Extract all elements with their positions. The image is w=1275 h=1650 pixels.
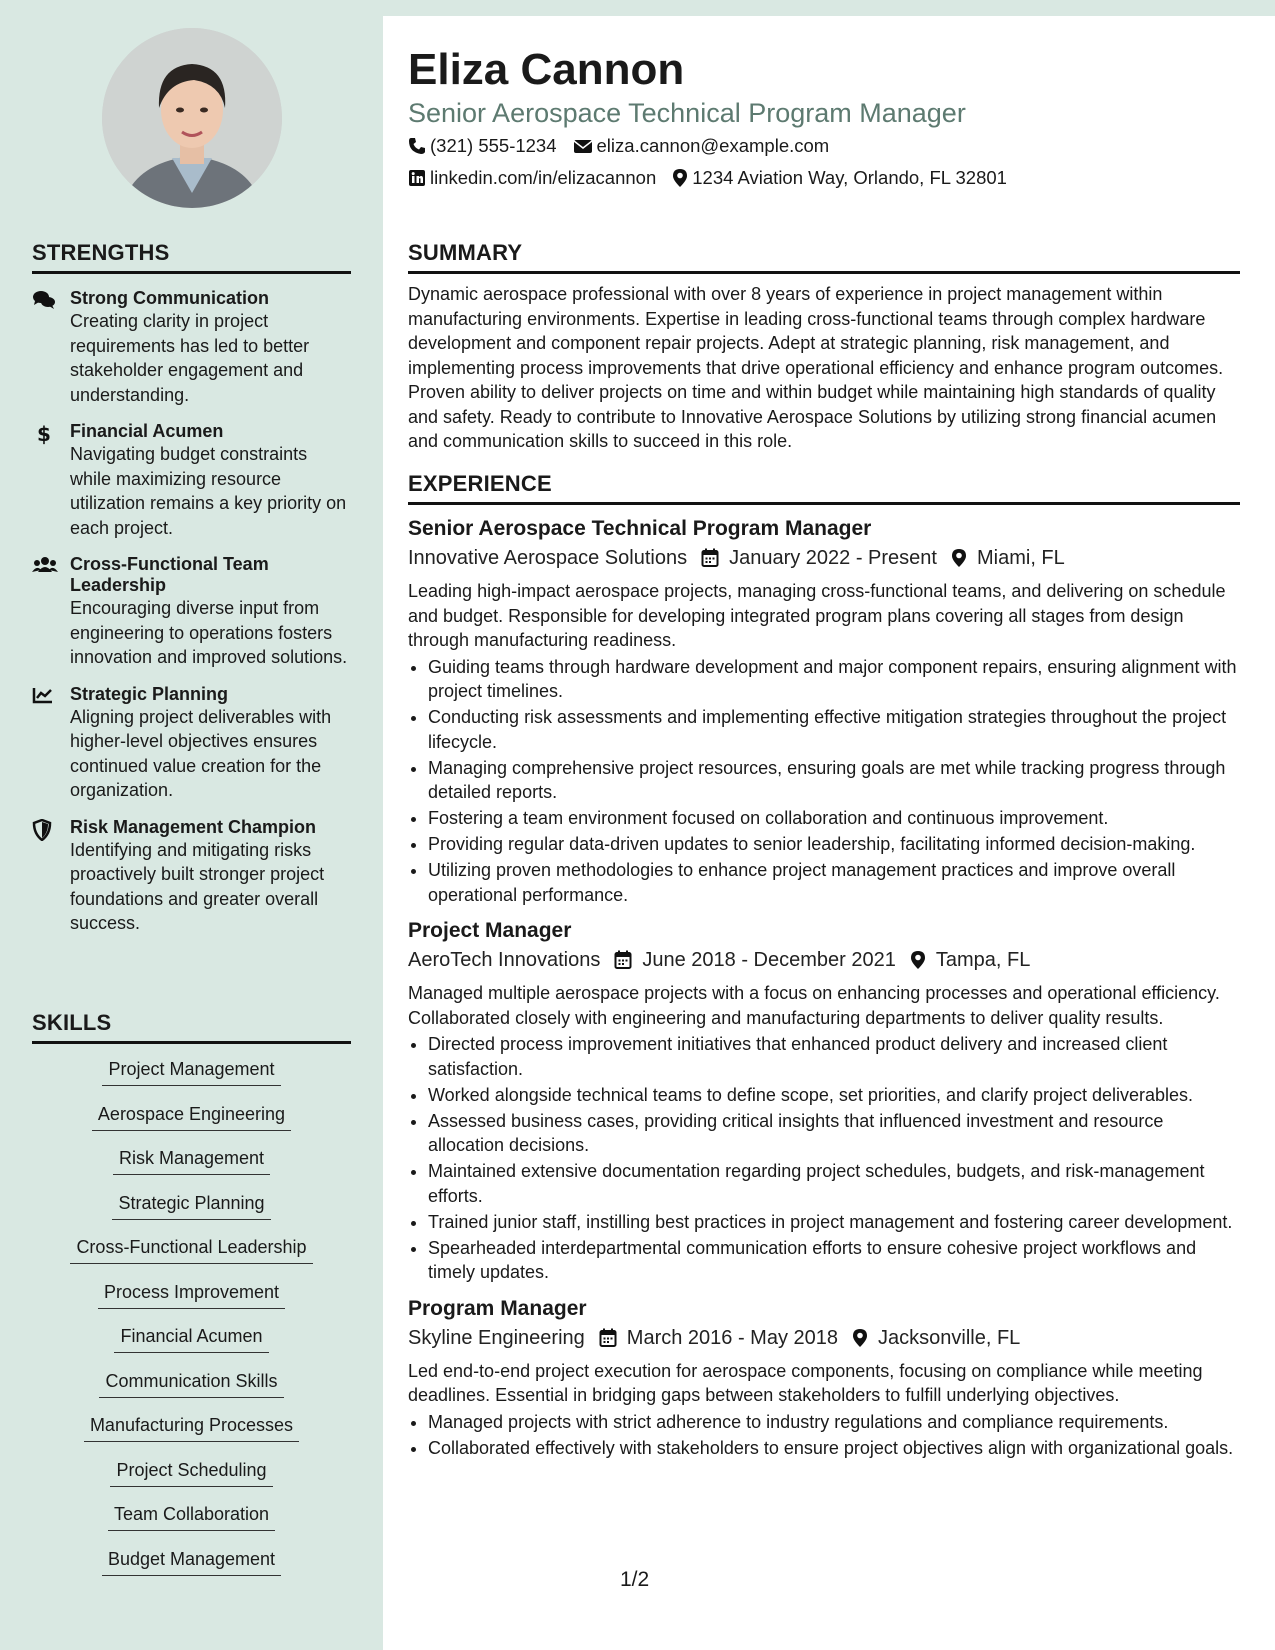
job-role: Senior Aerospace Technical Program Manager xyxy=(408,517,872,540)
job-entry xyxy=(408,917,1240,1285)
calendar-icon xyxy=(701,548,719,568)
person-title: Senior Aerospace Technical Program Manager xyxy=(408,98,966,128)
strengths-section xyxy=(32,240,351,936)
shield-icon xyxy=(32,819,52,841)
skill-item: Manufacturing Processes xyxy=(84,1410,299,1442)
strengths-title: STRENGTHS xyxy=(32,240,351,274)
bullet-item: • Managed projects with strict adherence to industry regulations and compliance requirements. xyxy=(428,1410,1240,1435)
bullet-item: • Managing comprehensive project resources, ensuring goals are met while tracking progress through detailed reports. xyxy=(428,756,1240,805)
bullet-item: • Maintained extensive documentation regarding project schedules, budgets, and risk-management efforts. xyxy=(428,1159,1240,1208)
bullet-item: • Worked alongside technical teams to define scope, set priorities, and clarify project deliverables. xyxy=(428,1083,1240,1108)
job-bullets xyxy=(408,1032,1240,1285)
strength-desc: Identifying and mitigating risks proactively built stronger project foundations and greater overall success. xyxy=(70,839,325,933)
job-description: Leading high-impact aerospace projects, managing cross-functional teams, and delivering on schedule and budget. Responsible for developing integrated program plans covering all stages from design through manufacturing readiness. xyxy=(408,581,1226,650)
strength-desc: Navigating budget constraints while maximizing resource utilization remains a key priority on each project. xyxy=(70,444,347,538)
phone-icon xyxy=(408,137,426,155)
strength-name: Risk Management Champion xyxy=(70,816,317,837)
summary-text: Dynamic aerospace professional with over 8 years of experience in project management within manufacturing environments. Expertise in leading cross-functional teams through complex hardware development and component repair projects. Adept at strategic planning, risk management, and implementing process improvements that drive operational efficiency and enhance program outcomes. Proven ability to deliver projects on time and within budget while maintaining high standards of quality and safety. Ready to contribute to Innovative Aerospace Solutions by utilizing strong financial acumen and communication skills to succeed in this role. xyxy=(408,284,1224,451)
avatar xyxy=(102,28,282,208)
page-indicator: 1/2 xyxy=(620,1568,650,1591)
strength-name: Cross-Functional Team Leadership xyxy=(70,554,269,595)
contact-row-2 xyxy=(408,162,1240,194)
contact-row-1 xyxy=(408,130,1240,162)
job-location: Miami, FL xyxy=(976,547,1065,569)
skill-item: Budget Management xyxy=(102,1544,281,1576)
job-dates: January 2022 - Present xyxy=(729,547,937,569)
job-description: Led end-to-end project execution for aerospace components, focusing on compliance while meeting deadlines. Essential in bridging gaps between stakeholders to fulfill underlying objectives. xyxy=(408,1360,1203,1405)
linkedin-icon xyxy=(408,169,426,187)
bullet-item: • Conducting risk assessments and implementing effective mitigation strategies throughout the project lifecycle. xyxy=(428,705,1240,754)
experience-section xyxy=(408,471,1240,1462)
address: 1234 Aviation Way, Orlando, FL 32801 xyxy=(692,167,1007,188)
skill-item: Financial Acumen xyxy=(114,1321,268,1353)
bullet-item: • Guiding teams through hardware development and major component repairs, ensuring alignment with project timelines. xyxy=(428,655,1240,704)
bullet-item: • Spearheaded interdepartmental communication efforts to ensure cohesive project workflows and timely updates. xyxy=(428,1236,1240,1285)
strength-item xyxy=(32,421,351,540)
job-location: Jacksonville, FL xyxy=(878,1326,1021,1349)
header xyxy=(408,44,1240,194)
job-company: Innovative Aerospace Solutions xyxy=(408,547,688,569)
strength-desc: Aligning project deliverables with higher-level objectives ensures continued value creation for the organization. xyxy=(70,706,332,800)
map-marker-icon xyxy=(852,1328,868,1348)
summary-section xyxy=(408,240,1240,454)
strength-item xyxy=(32,554,351,670)
strength-name: Financial Acumen xyxy=(70,421,224,441)
skills-title: SKILLS xyxy=(32,1010,351,1044)
job-role: Project Manager xyxy=(408,919,572,942)
job-entry xyxy=(408,515,1240,907)
skill-item: Risk Management xyxy=(113,1143,270,1175)
calendar-icon xyxy=(614,950,632,970)
strength-item xyxy=(32,288,351,407)
bullet-item: • Collaborated effectively with stakeholders to ensure project objectives align with organizational goals. xyxy=(428,1436,1240,1461)
job-entry xyxy=(408,1295,1240,1461)
job-role: Program Manager xyxy=(408,1296,587,1320)
skills-list xyxy=(32,1054,351,1576)
skill-item: Cross-Functional Leadership xyxy=(70,1232,312,1264)
skill-item: Communication Skills xyxy=(99,1366,283,1398)
summary-title: SUMMARY xyxy=(408,240,1240,274)
job-location: Tampa, FL xyxy=(935,949,1031,971)
bullet-item: • Providing regular data-driven updates to senior leadership, facilitating informed decision-making. xyxy=(428,832,1240,857)
skill-item: Project Management xyxy=(102,1054,280,1086)
bullet-item: • Fostering a team environment focused on collaboration and continuous improvement. xyxy=(428,806,1240,831)
strength-name: Strategic Planning xyxy=(70,683,229,704)
map-marker-icon xyxy=(672,168,688,188)
skill-item: Project Scheduling xyxy=(110,1455,272,1487)
map-marker-icon xyxy=(910,950,926,970)
bullet-item: • Trained junior staff, instilling best practices in project management and fostering career development. xyxy=(428,1210,1240,1235)
bullet-item: • Utilizing proven methodologies to enhance project management practices and improve overall operational performance. xyxy=(428,858,1240,907)
experience-title: EXPERIENCE xyxy=(408,471,1240,505)
job-company: AeroTech Innovations xyxy=(408,949,601,971)
strength-desc: Encouraging diverse input from engineering to operations fosters innovation and improved solutions. xyxy=(70,598,348,667)
bullet-item: • Directed process improvement initiatives that enhanced product delivery and increased client satisfaction. xyxy=(428,1032,1240,1081)
person-name: Eliza Cannon xyxy=(408,45,685,94)
strength-item xyxy=(32,817,351,936)
skill-item: Strategic Planning xyxy=(112,1188,270,1220)
dollar-icon xyxy=(32,423,56,445)
strength-item xyxy=(32,684,351,803)
users-icon xyxy=(32,556,58,576)
strength-name: Strong Communication xyxy=(70,288,269,308)
job-dates: March 2016 - May 2018 xyxy=(626,1326,839,1349)
skill-item: Team Collaboration xyxy=(108,1499,275,1531)
map-marker-icon xyxy=(951,548,967,568)
bullet-item: • Assessed business cases, providing critical insights that influenced investment and resource allocation decisions. xyxy=(428,1109,1240,1158)
profile-photo xyxy=(102,28,282,208)
skills-section xyxy=(32,1010,351,1588)
job-company: Skyline Engineering xyxy=(408,1326,585,1349)
email-link[interactable]: eliza.cannon@example.com xyxy=(596,135,830,156)
job-bullets xyxy=(408,655,1240,908)
skill-item: Process Improvement xyxy=(98,1277,285,1309)
job-description: Managed multiple aerospace projects with a focus on enhancing processes and operational efficiency. Collaborated closely with engineering and manufacturing departments to deliver quality results. xyxy=(408,983,1220,1028)
job-dates: June 2018 - December 2021 xyxy=(642,949,896,971)
skill-item: Aerospace Engineering xyxy=(92,1099,291,1131)
job-bullets xyxy=(408,1410,1240,1461)
linkedin-link[interactable]: linkedin.com/in/elizacannon xyxy=(430,167,657,188)
svg-text:$: $ xyxy=(37,423,51,445)
chart-line-icon xyxy=(32,686,54,704)
calendar-icon xyxy=(599,1328,617,1348)
strength-desc: Creating clarity in project requirements has led to better stakeholder engagement and understanding. xyxy=(70,311,310,405)
envelope-icon xyxy=(573,138,593,154)
phone-number[interactable]: (321) 555-1234 xyxy=(430,135,557,156)
comments-icon xyxy=(32,290,56,310)
